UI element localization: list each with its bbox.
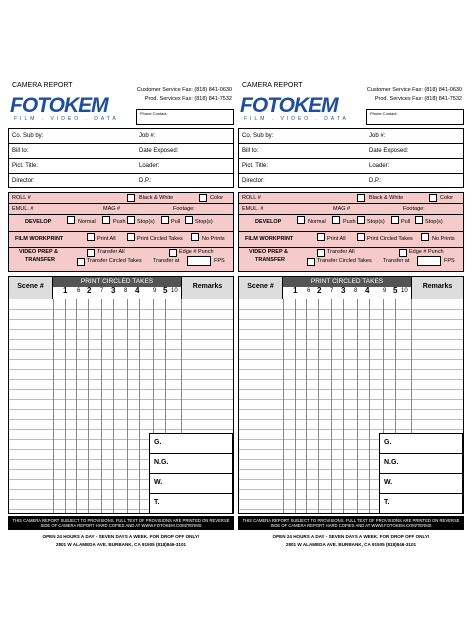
print-all-label: Print All <box>97 236 116 242</box>
print-circled-takes-header: PRINT CIRCLED TAKES <box>310 278 384 285</box>
address-text: 2801 W ALAMEDA AVE. BURBANK, CA 91505 (818)846-3101 <box>285 542 417 547</box>
take-number: 6 <box>77 288 81 294</box>
logo-text: FOTOKEM <box>10 94 108 117</box>
fps-field[interactable] <box>417 256 441 266</box>
emul-row <box>239 204 463 215</box>
transfer-all-label: Transfer All <box>97 249 125 255</box>
info-row[interactable] <box>239 144 463 159</box>
workprint-row <box>9 231 233 247</box>
black-white-checkbox[interactable] <box>357 194 365 202</box>
transfer-all-label: Transfer All <box>327 249 355 255</box>
pull-label: Pull <box>171 219 181 225</box>
emul-label: EMUL. # <box>12 206 34 212</box>
grid-row-line <box>9 379 233 380</box>
take-number: 7 <box>330 288 334 294</box>
remarks-header: Remarks <box>411 277 463 299</box>
take-numbers <box>53 287 181 299</box>
prod-services-fax: Prod. Services Fax: (818) 841-7532 <box>374 96 462 102</box>
video-row <box>9 247 233 266</box>
grid-header <box>9 277 233 299</box>
emul-label: EMUL. # <box>242 206 264 212</box>
take-number: 1 <box>293 286 298 295</box>
grid-column-line <box>101 299 102 513</box>
fotokem-logo <box>240 94 350 124</box>
grid-column-line <box>139 299 140 513</box>
grid-column-line <box>283 299 284 513</box>
grid-row-line <box>239 309 463 310</box>
roll-row <box>9 193 233 204</box>
grid-row-line <box>9 429 233 430</box>
video-row <box>239 247 463 266</box>
roll-label: ROLL # <box>12 195 31 201</box>
fps-label: FPS <box>214 258 225 264</box>
grid-column-line <box>343 299 344 513</box>
normal-label: Normal <box>308 219 326 225</box>
phone-contact-field[interactable] <box>136 109 234 125</box>
workprint-row <box>239 231 463 247</box>
loader-label: Loader: <box>369 163 390 169</box>
develop-row <box>239 215 463 231</box>
take-number: 5 <box>163 286 168 295</box>
no-prints-label: No Prints <box>202 236 225 242</box>
total-good[interactable]: G. <box>150 434 232 454</box>
info-row[interactable] <box>9 159 233 174</box>
grid-column-line <box>76 299 77 513</box>
roll-label: ROLL # <box>242 195 261 201</box>
bill-to-label: Bill to: <box>12 148 29 154</box>
processing-box <box>238 192 464 272</box>
video-prep-label: VIDEO PREP & <box>19 249 59 255</box>
footage-label: Footage: <box>173 206 195 212</box>
color-checkbox[interactable] <box>429 194 437 202</box>
grid-row-line <box>239 329 463 330</box>
emul-row <box>9 204 233 215</box>
take-number: 8 <box>124 288 128 294</box>
address-text: 2801 W ALAMEDA AVE. BURBANK, CA 91505 (818)846-3101 <box>55 542 187 547</box>
job-label: Job #: <box>369 133 386 139</box>
grid-row-line <box>239 429 463 430</box>
push-stops-label: Stop(s) <box>137 219 155 225</box>
take-number: 9 <box>153 288 157 294</box>
normal-checkbox[interactable] <box>297 216 305 224</box>
grid-column-line <box>295 299 296 513</box>
black-white-checkbox[interactable] <box>127 194 135 202</box>
grid-row-line <box>9 319 233 320</box>
pull-stops-label: Stop(s) <box>425 219 443 225</box>
grid-column-line <box>127 299 128 513</box>
take-number: 4 <box>365 286 370 295</box>
dp-label: D.P.: <box>369 178 382 184</box>
mag-label: MAG # <box>333 206 351 212</box>
job-info-box <box>8 128 234 188</box>
footage-label: Footage: <box>403 206 425 212</box>
take-number: 9 <box>383 288 387 294</box>
customer-service-fax: Customer Service Fax: (818) 841-0630 <box>136 87 232 93</box>
co-sub-label: Co. Sub by: <box>12 133 44 139</box>
push-checkbox[interactable] <box>102 216 110 224</box>
report-title: CAMERA REPORT <box>242 82 303 89</box>
grid-column-line <box>331 299 332 513</box>
grid-column-line <box>113 299 114 513</box>
grid-column-line <box>318 299 319 513</box>
phone-contact-label: Phone Contact: <box>140 111 168 116</box>
pull-stops-label: Stop(s) <box>195 219 213 225</box>
normal-checkbox[interactable] <box>67 216 75 224</box>
hours-text: OPEN 24 HOURS A DAY - SEVEN DAYS A WEEK. FOR DROP OFF ONLY! <box>42 534 200 539</box>
total-waste[interactable]: W. <box>150 474 232 494</box>
take-number: 1 <box>63 286 68 295</box>
info-row[interactable] <box>239 129 463 144</box>
camera-report <box>238 80 464 552</box>
edge-punch-checkbox[interactable] <box>399 249 407 257</box>
fax-numbers <box>367 86 462 104</box>
print-all-label: Print All <box>327 236 346 242</box>
remarks-header: Remarks <box>181 277 233 299</box>
grid-row-line <box>239 419 463 420</box>
grid-row-line <box>9 359 233 360</box>
co-sub-label: Co. Sub by: <box>242 133 274 139</box>
totals-box <box>149 433 233 514</box>
grid-row-line <box>239 389 463 390</box>
director-label: Director: <box>12 178 35 184</box>
black-white-label: Black & White <box>369 195 404 201</box>
takes-grid <box>238 276 464 514</box>
grid-row-line <box>9 369 233 370</box>
info-row[interactable] <box>239 159 463 174</box>
grid-header <box>239 277 463 299</box>
info-row[interactable] <box>9 129 233 144</box>
loader-label: Loader: <box>139 163 160 169</box>
total-good[interactable]: G. <box>380 434 462 454</box>
transfer-at-label: Transfer at <box>383 258 410 264</box>
fax-numbers <box>137 86 232 104</box>
scene-header: Scene # <box>239 277 283 299</box>
pict-title-label: Pict. Title: <box>242 163 269 169</box>
pull-stops-field[interactable] <box>415 216 423 224</box>
take-number: 2 <box>317 286 322 295</box>
transfer-circled-checkbox[interactable] <box>307 258 315 266</box>
push-checkbox[interactable] <box>332 216 340 224</box>
logo-text: FOTOKEM <box>240 94 338 117</box>
dp-label: D.P.: <box>139 178 152 184</box>
take-number: 5 <box>393 286 398 295</box>
take-number: 7 <box>100 288 104 294</box>
pict-title-label: Pict. Title: <box>12 163 39 169</box>
logo-tagline: FILM . VIDEO . DATA <box>14 116 119 122</box>
grid-row-line <box>239 319 463 320</box>
transfer-all-checkbox[interactable] <box>87 249 95 257</box>
print-circled-label: Print Circled Takes <box>367 236 413 242</box>
film-workprint-label: FILM WORKPRINT <box>15 236 64 242</box>
grid-row-line <box>9 329 233 330</box>
phone-contact-field[interactable] <box>366 109 464 125</box>
take-number: 6 <box>307 288 311 294</box>
transfer-label: TRANSFER <box>25 257 55 263</box>
no-prints-checkbox[interactable] <box>421 233 429 241</box>
print-circled-checkbox[interactable] <box>357 233 365 241</box>
mag-label: MAG # <box>103 206 121 212</box>
transfer-label: TRANSFER <box>255 257 285 263</box>
take-number: 8 <box>354 288 358 294</box>
hours-text: OPEN 24 HOURS A DAY - SEVEN DAYS A WEEK. FOR DROP OFF ONLY! <box>272 534 430 539</box>
customer-service-fax: Customer Service Fax: (818) 841-0630 <box>366 87 462 93</box>
push-stops-field[interactable] <box>357 216 365 224</box>
totals-box <box>379 433 463 514</box>
push-stops-label: Stop(s) <box>367 219 385 225</box>
edge-punch-checkbox[interactable] <box>169 249 177 257</box>
footer-info <box>8 533 234 549</box>
report-title: CAMERA REPORT <box>12 82 73 89</box>
pull-stops-field[interactable] <box>185 216 193 224</box>
print-circled-checkbox[interactable] <box>127 233 135 241</box>
print-all-checkbox[interactable] <box>87 233 95 241</box>
camera-report <box>8 80 234 552</box>
color-label: Color <box>210 195 224 201</box>
grid-row-line <box>9 419 233 420</box>
grid-column-line <box>88 299 89 513</box>
date-exposed-label: Date Exposed: <box>139 148 179 154</box>
grid-column-line <box>357 299 358 513</box>
take-number: 3 <box>341 286 346 295</box>
fotokem-logo <box>10 94 120 124</box>
logo-tagline: FILM . VIDEO . DATA <box>244 116 349 122</box>
fps-field[interactable] <box>187 256 211 266</box>
grid-row-line <box>9 399 233 400</box>
print-all-checkbox[interactable] <box>317 233 325 241</box>
pull-label: Pull <box>401 219 411 225</box>
grid-row-line <box>239 359 463 360</box>
normal-label: Normal <box>78 219 96 225</box>
total-total[interactable]: T. <box>384 499 390 506</box>
no-prints-label: No Prints <box>432 236 455 242</box>
grid-row-line <box>239 349 463 350</box>
grid-row-line <box>9 409 233 410</box>
color-label: Color <box>440 195 454 201</box>
pull-checkbox[interactable] <box>161 216 169 224</box>
info-row[interactable] <box>9 174 233 189</box>
scene-header: Scene # <box>9 277 53 299</box>
provisions-notice: THIS CAMERA REPORT SUBJECT TO PROVISIONS. FULL TEXT OF PROVISIONS ARE PRINTED ON REVERSE SIDE OF CAMERA REPORT HARD COPIES AND AT WWW.FOTOKEM.COM/TERMS <box>238 516 464 530</box>
transfer-all-checkbox[interactable] <box>317 249 325 257</box>
print-circled-label: Print Circled Takes <box>137 236 183 242</box>
print-circled-takes-header: PRINT CIRCLED TAKES <box>80 278 154 285</box>
grid-row-line <box>9 389 233 390</box>
transfer-circled-checkbox[interactable] <box>77 258 85 266</box>
take-numbers <box>283 287 411 299</box>
job-info-box <box>238 128 464 188</box>
footer-info <box>238 533 464 549</box>
take-number: 10 <box>171 288 178 294</box>
date-exposed-label: Date Exposed: <box>369 148 409 154</box>
prod-services-fax: Prod. Services Fax: (818) 841-7532 <box>144 96 232 102</box>
grid-column-line <box>53 299 54 513</box>
grid-column-line <box>369 299 370 513</box>
grid-row-line <box>9 349 233 350</box>
transfer-circled-label: Transfer Circled Takes <box>87 258 142 264</box>
pull-checkbox[interactable] <box>391 216 399 224</box>
fps-label: FPS <box>444 258 455 264</box>
grid-column-line <box>65 299 66 513</box>
no-prints-checkbox[interactable] <box>191 233 199 241</box>
develop-label: DEVELOP <box>255 219 282 225</box>
develop-row <box>9 215 233 231</box>
phone-contact-label: Phone Contact: <box>370 111 398 116</box>
film-workprint-label: FILM WORKPRINT <box>245 236 294 242</box>
grid-row-line <box>9 339 233 340</box>
video-prep-label: VIDEO PREP & <box>249 249 289 255</box>
take-number: 10 <box>401 288 408 294</box>
total-no-good[interactable]: N.G. <box>380 454 462 474</box>
bill-to-label: Bill to: <box>242 148 259 154</box>
info-row[interactable] <box>9 144 233 159</box>
total-no-good[interactable]: N.G. <box>150 454 232 474</box>
director-label: Director: <box>242 178 265 184</box>
takes-grid <box>8 276 234 514</box>
grid-row-line <box>9 309 233 310</box>
grid-row-line <box>239 379 463 380</box>
grid-row-line <box>239 339 463 340</box>
take-number: 4 <box>135 286 140 295</box>
take-number: 3 <box>111 286 116 295</box>
grid-row-line <box>239 399 463 400</box>
black-white-label: Black & White <box>139 195 174 201</box>
color-checkbox[interactable] <box>199 194 207 202</box>
edge-punch-label: Edge # Punch <box>179 249 214 255</box>
edge-punch-label: Edge # Punch <box>409 249 444 255</box>
push-label: Push <box>113 219 126 225</box>
take-number: 2 <box>87 286 92 295</box>
processing-box <box>8 192 234 272</box>
push-label: Push <box>343 219 356 225</box>
develop-label: DEVELOP <box>25 219 52 225</box>
transfer-at-label: Transfer at <box>153 258 180 264</box>
transfer-circled-label: Transfer Circled Takes <box>317 258 372 264</box>
total-total[interactable]: T. <box>154 499 160 506</box>
grid-row-line <box>239 369 463 370</box>
grid-row-line <box>239 409 463 410</box>
total-waste[interactable]: W. <box>380 474 462 494</box>
grid-column-line <box>306 299 307 513</box>
roll-row <box>239 193 463 204</box>
job-label: Job #: <box>139 133 156 139</box>
info-row[interactable] <box>239 174 463 189</box>
provisions-notice: THIS CAMERA REPORT SUBJECT TO PROVISIONS. FULL TEXT OF PROVISIONS ARE PRINTED ON REVERSE SIDE OF CAMERA REPORT HARD COPIES AND AT WWW.FOTOKEM.COM/TERMS <box>8 516 234 530</box>
push-stops-field[interactable] <box>127 216 135 224</box>
